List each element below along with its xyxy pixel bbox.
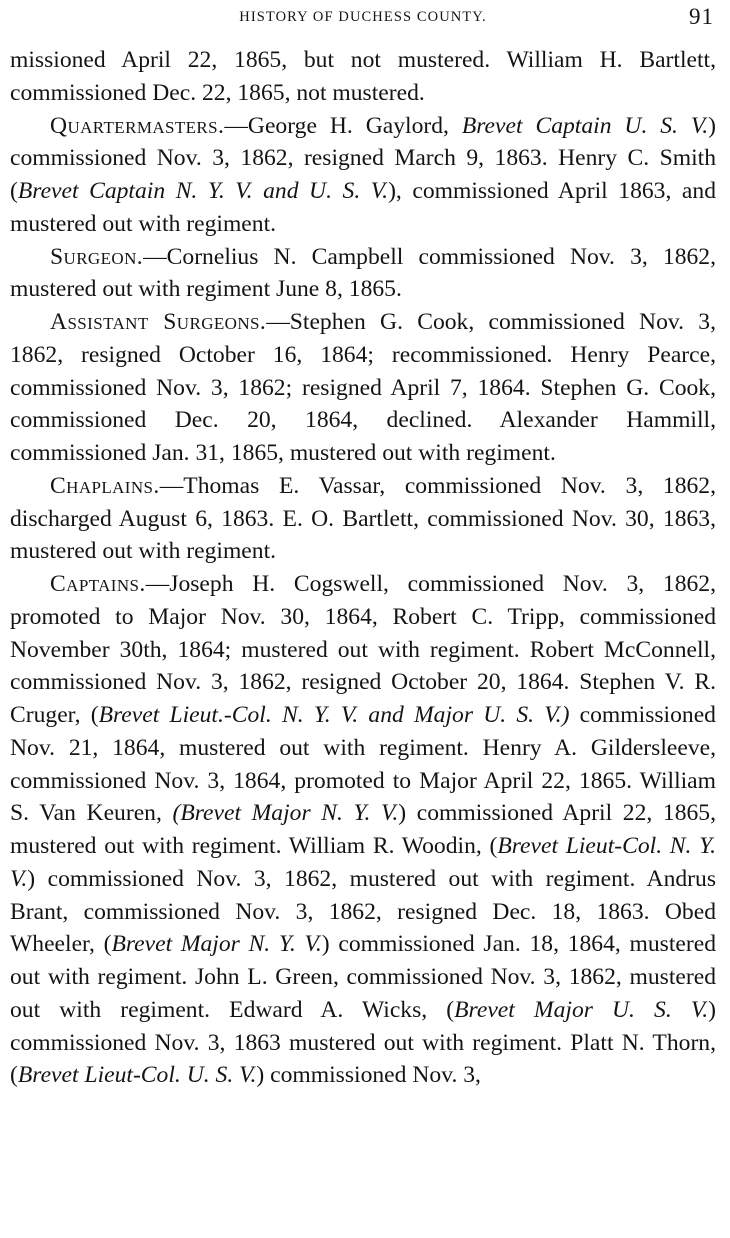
paragraph-text: —George H. Gaylord, [224, 112, 462, 139]
book-page [10, 4, 716, 1092]
section-heading-captains: Captains. [50, 571, 146, 597]
italic-rank: (Brevet Major N. Y. V. [172, 800, 399, 827]
section-heading-quartermasters: Quartermasters. [50, 112, 225, 139]
italic-rank: Brevet Lieut-Col. U. S. V. [17, 1062, 257, 1089]
section-heading-assistant-surgeons: Assistant Surgeons. [50, 309, 267, 335]
running-head [10, 4, 716, 44]
paragraph-text: ) commissioned Nov. 3, 1862, mustered out with regiment. Andrus Brant, commissioned Nov. 3, 1862, resigned Dec. 18, 1863. Obed Wheeler, ( [10, 865, 716, 958]
paragraph-text: ), commissioned April 1863, and mustered out with regiment. [10, 178, 716, 237]
italic-rank: Brevet Major U. S. V. [454, 996, 709, 1023]
paragraph-text: missioned April 22, 1865, but not mustered. William H. Bartlett, commissioned Dec. 22, 1865, not mustered. [10, 47, 716, 106]
paragraph-text: —Thomas E. Vassar, commissioned Nov. 3, 1862, discharged August 6, 1863. E. O. Bartlett, commissioned Nov. 30, 1863, mustered out with regiment. [10, 472, 716, 565]
page-number: 91 [689, 4, 714, 29]
paragraph-text: ) commissioned Jan. 18, 1864, mustered out with regiment. John L. Green, commissioned Nov. 3, 1862, mustered out with regiment. Edward A. Wicks, ( [10, 931, 716, 1023]
italic-rank: Brevet Captain U. S. V. [461, 112, 709, 139]
paragraph-text: —Stephen G. Cook, commissioned Nov. 3, 1862, resigned October 16, 1864; recommissioned. Henry Pearce, commissioned Nov. 3, 1862; resigned April 7, 1864. Stephen G. Cook, commissioned Dec. 20, 1864, declined. Alexander Hammill, commissioned Jan. 31, 1865, mustered out with regiment. [10, 309, 716, 466]
italic-rank: Brevet Lieut-Col. N. Y. V. [10, 833, 716, 892]
paragraph-surgeon [10, 241, 716, 307]
paragraph-assistant-surgeons [10, 306, 716, 470]
body-text [10, 44, 716, 1092]
section-heading-chaplains: Chaplains. [50, 472, 160, 499]
paragraph-text: ) commissioned Nov. 3, 1862, resigned March 9, 1863. Henry C. Smith ( [10, 112, 717, 204]
italic-rank: Brevet Lieut.-Col. N. Y. V. and Major U. S. V.) [98, 702, 570, 728]
paragraph-text: commissioned Nov. 21, 1864, mustered out with regiment. Henry A. Gildersleeve, commissioned Nov. 3, 1864, promoted to Major April 22, 1865. William S. Van Keuren, [10, 702, 716, 827]
section-heading-surgeon: Surgeon. [50, 243, 144, 270]
paragraph-captains [10, 568, 716, 1092]
paragraph-text: ) commissioned Nov. 3, 1863 mustered out with regiment. Platt N. Thorn, ( [10, 996, 716, 1089]
paragraph-chaplains [10, 470, 716, 568]
paragraph-text: ) commissioned April 22, 1865, mustered out with regiment. William R. Woodin, ( [10, 800, 716, 859]
paragraph-text: —Joseph H. Cogswell, commissioned Nov. 3, 1862, promoted to Major Nov. 30, 1864, Robert C. Tripp, commissioned November 30th, 1864; mustered out with regiment. Robert McConnell, commissioned Nov. 3, 1862, resigned October 20, 1864. Stephen V. R. Cruger, ( [10, 571, 716, 728]
paragraph-continuation [10, 44, 716, 110]
paragraph-text: —Cornelius N. Campbell commissioned Nov. 3, 1862, mustered out with regiment June 8, 1865. [10, 243, 716, 303]
running-title: HISTORY OF DUCHESS COUNTY. [239, 9, 487, 25]
italic-rank: Brevet Captain N. Y. V. and U. S. V. [17, 178, 389, 204]
paragraph-quartermasters [10, 110, 716, 241]
paragraph-text: ) commissioned Nov. 3, [256, 1062, 481, 1089]
italic-rank: Brevet Major N. Y. V. [111, 931, 322, 958]
